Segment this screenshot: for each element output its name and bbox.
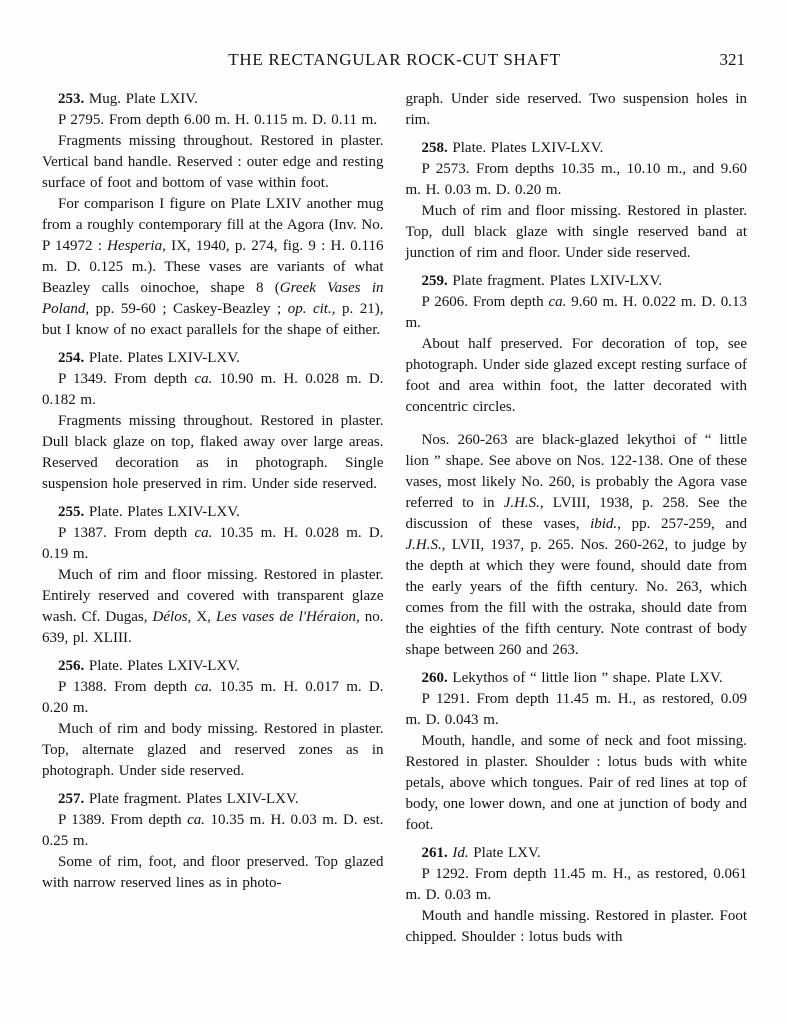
paragraph bbox=[406, 201, 748, 264]
right-column bbox=[406, 89, 748, 948]
text-run: Id. bbox=[452, 845, 469, 861]
text-run: 10.35 m. H. 0.017 m. D. 0.20 m. bbox=[42, 679, 384, 716]
text-run: Mouth, handle, and some of neck and foot missing. Restored in plaster. Shoulder : lotus buds with white petals, above which tongues. Pair of red lines at top of body, one lower down, and one at junction of body and foot. bbox=[405, 733, 747, 833]
text-run: op. cit. bbox=[287, 301, 332, 317]
text-run: Fragments missing throughout. Restored in plaster. Dull black glaze on top, flaked away over large areas. Reserved decoration as in photograph. Single suspension hole preserved in rim. Under side reserved. bbox=[42, 413, 384, 492]
entry-heading bbox=[42, 789, 384, 810]
text-run: 254. bbox=[58, 350, 85, 366]
text-run: 253. bbox=[58, 91, 85, 107]
text-run: Mouth and handle missing. Restored in plaster. Foot chipped. Shoulder : lotus buds with bbox=[405, 908, 747, 945]
text-run: 257. bbox=[58, 791, 85, 807]
paragraph bbox=[406, 89, 748, 131]
text-run: 260. bbox=[421, 670, 448, 686]
text-run: , no. 639, pl. XLIII. bbox=[42, 609, 384, 646]
paragraph bbox=[406, 689, 748, 731]
entry-heading bbox=[42, 656, 384, 677]
paragraph bbox=[406, 159, 748, 201]
text-run: ca. bbox=[194, 525, 213, 541]
entry-heading bbox=[42, 89, 384, 110]
paragraph bbox=[42, 411, 384, 495]
text-run: Lekythos of “ little lion ” shape. Plate LXV. bbox=[447, 670, 723, 686]
text-run: P 2795. From depth 6.00 m. H. 0.115 m. D. 0.11 m. bbox=[58, 112, 378, 128]
text-run: P 1389. From depth bbox=[58, 812, 188, 828]
text-run: , IX, 1940, p. 274, fig. 9 : H. 0.116 m. D. 0.125 m.). These vases are variants of what Beazley calls oinochoe, shape 8 ( bbox=[42, 238, 384, 296]
text-run: ca. bbox=[194, 371, 213, 387]
text-run: , LVII, 1937, p. 265. Nos. 260-262, to judge by the depth at which they were found, should date from the early years of the fifth century. No. 263, which comes from the fill with the ostraka, should date from the eighties of the fifth century. Note contrast of body shape between 260 and 263. bbox=[405, 537, 747, 658]
text-run: Much of rim and floor missing. Restored in plaster. Top, dull black glaze with single reserved band at junction of rim and floor. Under side reserved. bbox=[405, 203, 747, 261]
text-run: Plate. Plates LXIV-LXV. bbox=[447, 140, 604, 156]
text-run: ca. bbox=[194, 679, 213, 695]
text-run: 255. bbox=[58, 504, 85, 520]
paragraph bbox=[406, 906, 748, 948]
text-run: 10.35 m. H. 0.028 m. D. 0.19 m. bbox=[42, 525, 384, 562]
text-run: Plate LXV. bbox=[468, 845, 541, 861]
text-run: , LVIII, 1938, p. 258. See the discussion of these vases, bbox=[405, 495, 747, 532]
text-run: graph. Under side reserved. Two suspension holes in rim. bbox=[405, 91, 747, 128]
left-column bbox=[42, 89, 384, 948]
text-run: J.H.S. bbox=[503, 495, 540, 511]
text-run: Les vases de l'Héraion bbox=[215, 609, 356, 625]
paragraph bbox=[42, 523, 384, 565]
page-number: 321 bbox=[719, 50, 745, 69]
text-run: P 2606. From depth bbox=[421, 294, 549, 310]
text-run: J.H.S. bbox=[405, 537, 442, 553]
paragraph bbox=[406, 731, 748, 836]
paragraph bbox=[42, 131, 384, 194]
text-run: For comparison I figure on Plate LXIV another mug from a roughly contemporary fill at the Agora (Inv. No. P 14972 : bbox=[42, 196, 384, 254]
running-title: THE RECTANGULAR ROCK-CUT SHAFT bbox=[228, 50, 561, 69]
text-run: 256. bbox=[58, 658, 85, 674]
paragraph bbox=[42, 110, 384, 131]
text-run: 258. bbox=[421, 140, 448, 156]
text-run: Nos. 260-263 are black-glazed lekythoi of “ little lion ” shape. See above on Nos. 122-138. One of these vases, most likely No. 260, is probably the Agora vase referred to in bbox=[405, 432, 747, 511]
text-run: , p. 21), but I know of no exact parallels for the shape of either. bbox=[42, 301, 384, 338]
text-run: , X, bbox=[187, 609, 216, 625]
paragraph bbox=[42, 810, 384, 852]
text-run: Plate fragment. Plates LXIV-LXV. bbox=[447, 273, 663, 289]
text-run: Much of rim and body missing. Restored in plaster. Top, alternate glazed and reserved zones as in photograph. Under side reserved. bbox=[42, 721, 384, 779]
entry-heading bbox=[42, 502, 384, 523]
text-run: 259. bbox=[421, 273, 448, 289]
text-run: Much of rim and floor missing. Restored in plaster. Entirely reserved and covered with transparent glaze wash. Cf. Dugas, bbox=[42, 567, 384, 625]
text-run: Délos bbox=[152, 609, 188, 625]
text-run: Plate. Plates LXIV-LXV. bbox=[84, 350, 240, 366]
text-run: P 1388. From depth bbox=[58, 679, 195, 695]
paragraph bbox=[406, 864, 748, 906]
text-run: Hesperia bbox=[107, 238, 163, 254]
paragraph bbox=[42, 852, 384, 894]
text-run: Fragments missing throughout. Restored in plaster. Vertical band handle. Reserved : outer edge and resting surface of foot and bottom of vase within foot. bbox=[42, 133, 384, 191]
text-run: P 1292. From depth 11.45 m. H., as restored, 0.061 m. D. 0.03 m. bbox=[405, 866, 747, 903]
text-columns bbox=[42, 89, 747, 948]
text-run: 10.35 m. H. 0.03 m. D. est. 0.25 m. bbox=[42, 812, 384, 849]
text-run: About half preserved. For decoration of top, see photograph. Under side glazed except resting surface of foot and area within foot, the latter decorated with concentric circles. bbox=[405, 336, 747, 415]
text-run: 261. bbox=[421, 845, 448, 861]
entry-heading bbox=[406, 138, 748, 159]
paragraph bbox=[406, 292, 748, 334]
paragraph bbox=[406, 334, 748, 418]
text-run: P 1349. From depth bbox=[58, 371, 195, 387]
text-run: Some of rim, foot, and floor preserved. Top glazed with narrow reserved lines as in photo- bbox=[42, 854, 384, 891]
text-run: Plate fragment. Plates LXIV-LXV. bbox=[84, 791, 299, 807]
text-run: 9.60 m. H. 0.022 m. D. 0.13 m. bbox=[405, 294, 747, 331]
paragraph bbox=[42, 369, 384, 411]
entry-heading bbox=[406, 271, 748, 292]
text-run: Greek Vases in Poland bbox=[42, 280, 384, 317]
text-run: Mug. Plate LXIV. bbox=[84, 91, 198, 107]
paragraph bbox=[42, 565, 384, 649]
page-header bbox=[42, 50, 747, 76]
text-run: Plate. Plates LXIV-LXV. bbox=[84, 504, 240, 520]
entry-heading bbox=[42, 348, 384, 369]
paragraph bbox=[406, 430, 748, 661]
paragraph bbox=[42, 194, 384, 341]
text-run: , pp. 257-259, and bbox=[617, 516, 747, 532]
text-run: P 1387. From depth bbox=[58, 525, 195, 541]
text-run: , pp. 59-60 ; Caskey-Beazley ; bbox=[85, 301, 288, 317]
text-run: ca. bbox=[548, 294, 567, 310]
text-run: P 2573. From depths 10.35 m., 10.10 m., and 9.60 m. H. 0.03 m. D. 0.20 m. bbox=[405, 161, 747, 198]
entry-heading bbox=[406, 843, 748, 864]
text-run: Plate. Plates LXIV-LXV. bbox=[84, 658, 240, 674]
entry-heading bbox=[406, 668, 748, 689]
paragraph bbox=[42, 719, 384, 782]
text-run: 10.90 m. H. 0.028 m. D. 0.182 m. bbox=[42, 371, 384, 408]
text-run: ibid. bbox=[590, 516, 618, 532]
text-run: P 1291. From depth 11.45 m. H., as restored, 0.09 m. D. 0.043 m. bbox=[405, 691, 747, 728]
text-run: ca. bbox=[187, 812, 206, 828]
paragraph bbox=[42, 677, 384, 719]
